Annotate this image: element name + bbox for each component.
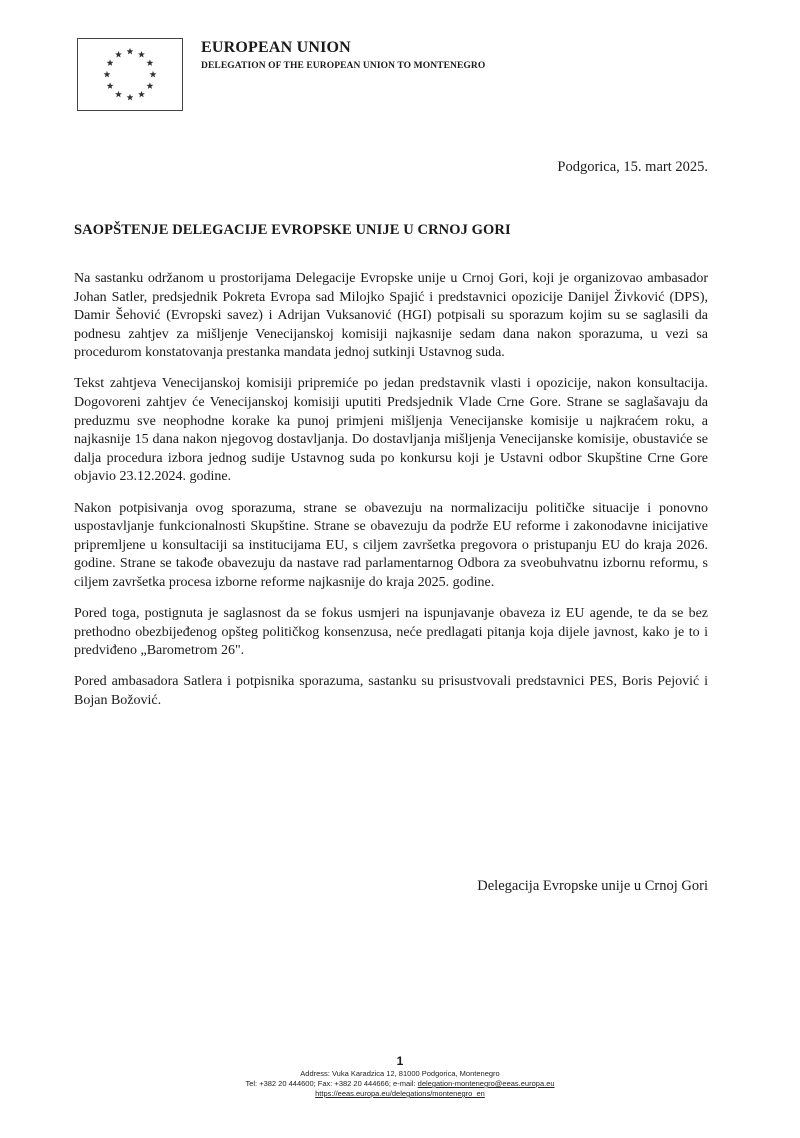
flag-star-icon [115, 51, 122, 58]
flag-star-icon [115, 91, 122, 98]
eu-flag-logo [77, 38, 183, 111]
flag-star-icon [127, 48, 134, 55]
document-title: SAOPŠTENJE DELEGACIJE EVROPSKE UNIJE U CRNOJ GORI [74, 222, 511, 238]
page-number: 1 [396, 1054, 404, 1068]
footer-contact [0, 1079, 800, 1089]
body-paragraph: Pored toga, postignuta je saglasnost da se fokus usmjeri na ispunjavanje obaveza iz EU agende, te da se bez prethodno obezbijeđenog opšteg političkog konsenzusa, neće predlagati pitanja koja dijele javnost, kako je to i predviđeno „Barometrom 26". [74, 606, 708, 659]
flag-star-icon [107, 59, 114, 66]
eu-stars-circle-icon [78, 39, 182, 110]
flag-star-icon [107, 82, 114, 89]
flag-star-icon [127, 94, 134, 101]
flag-star-icon [146, 82, 153, 89]
body-paragraph: Na sastanku održanom u prostorijama Delegacije Evropske unije u Crnoj Gori, koji je organizovao ambasador Johan Satler, predsjednik Pokreta Evropa sad Milojko Spajić i predstavnici opozicije Danijel Živković (DPS), Damir Šehović (Evropski savez) i Adrijan Vuksanović (HGI) potpisali su sporazum kojim su se saglasili da podnesu zahtjev za mišljenje Venecijanskoj komisiji najkasnije sedam dana nakon sporazuma, u vezi sa procedurom konstatovanja prestanka mandata jednoj sutkinji Ustavnog suda. [74, 271, 708, 361]
footer [0, 1069, 800, 1099]
body-paragraph: Pored ambasadora Satlera i potpisnika sporazuma, sastanku su prisustvovali predstavnici PES, Boris Pejović i Bojan Božović. [74, 674, 708, 708]
footer-email-link[interactable]: delegation-montenegro@eeas.europa.eu [417, 1079, 555, 1088]
flag-star-icon [138, 51, 145, 58]
flag-star-icon [150, 71, 157, 78]
document-body [74, 270, 708, 723]
footer-contact-text: Tel: +382 20 444600; Fax: +382 20 444666; e-mail: [245, 1079, 418, 1088]
flag-star-icon [104, 71, 111, 78]
organization-name: EUROPEAN UNION [201, 39, 351, 56]
flag-star-icon [146, 59, 153, 66]
signature: Delegacija Evropske unije u Crnoj Gori [477, 878, 708, 894]
footer-website-link[interactable]: https://eeas.europa.eu/delegations/montenegro_en [315, 1089, 485, 1098]
organization-subtitle: DELEGATION OF THE EUROPEAN UNION TO MONTENEGRO [201, 61, 486, 71]
organization-header [201, 40, 485, 72]
footer-address: Address: Vuka Karadzica 12, 81000 Podgorica, Montenegro [300, 1069, 500, 1078]
body-paragraph: Tekst zahtjeva Venecijanskoj komisiji pripremiće po jedan predstavnik vlasti i opozicije, nakon konsultacija. Dogovoreni zahtjev će Venecijanskoj komisiji uputiti Predsjednik Vlade Crne Gore. Strane se saglašavaju da preduzmu sve neophodne korake ka punoj primjeni mišljenja Venecijanske komisije u najkraćem roku, a najkasnije 15 dana nakon njegovog dostavljanja. Do dostavljanja mišljenja Venecijanske komisije, obustaviće se dalja procedura izbora jednog sudije Ustavnog suda po konkursu koji je Ustavni odbor Skupštine Crne Gore objavio 23.12.2024. godine. [74, 376, 708, 485]
document-date: Podgorica, 15. mart 2025. [557, 159, 708, 175]
body-paragraph: Nakon potpisivanja ovog sporazuma, strane se obavezuju na normalizaciju političke situacije i ponovno uspostavljanje funkcionalnosti Skupštine. Strane se obavezuju da podrže EU reforme i zakonodavne inicijative pripremljene u konsultaciji sa institucijama EU, s ciljem završetka pregovora o pristupanju EU do kraja 2026. godine. Strane se takođe obavezuju da nastave rad parlamentarnog Odbora za sveobuhvatnu izbornu reformu, s ciljem završetka procesa izborne reforme najkasnije do kraja 2025. godine. [74, 500, 708, 590]
flag-star-icon [138, 91, 145, 98]
